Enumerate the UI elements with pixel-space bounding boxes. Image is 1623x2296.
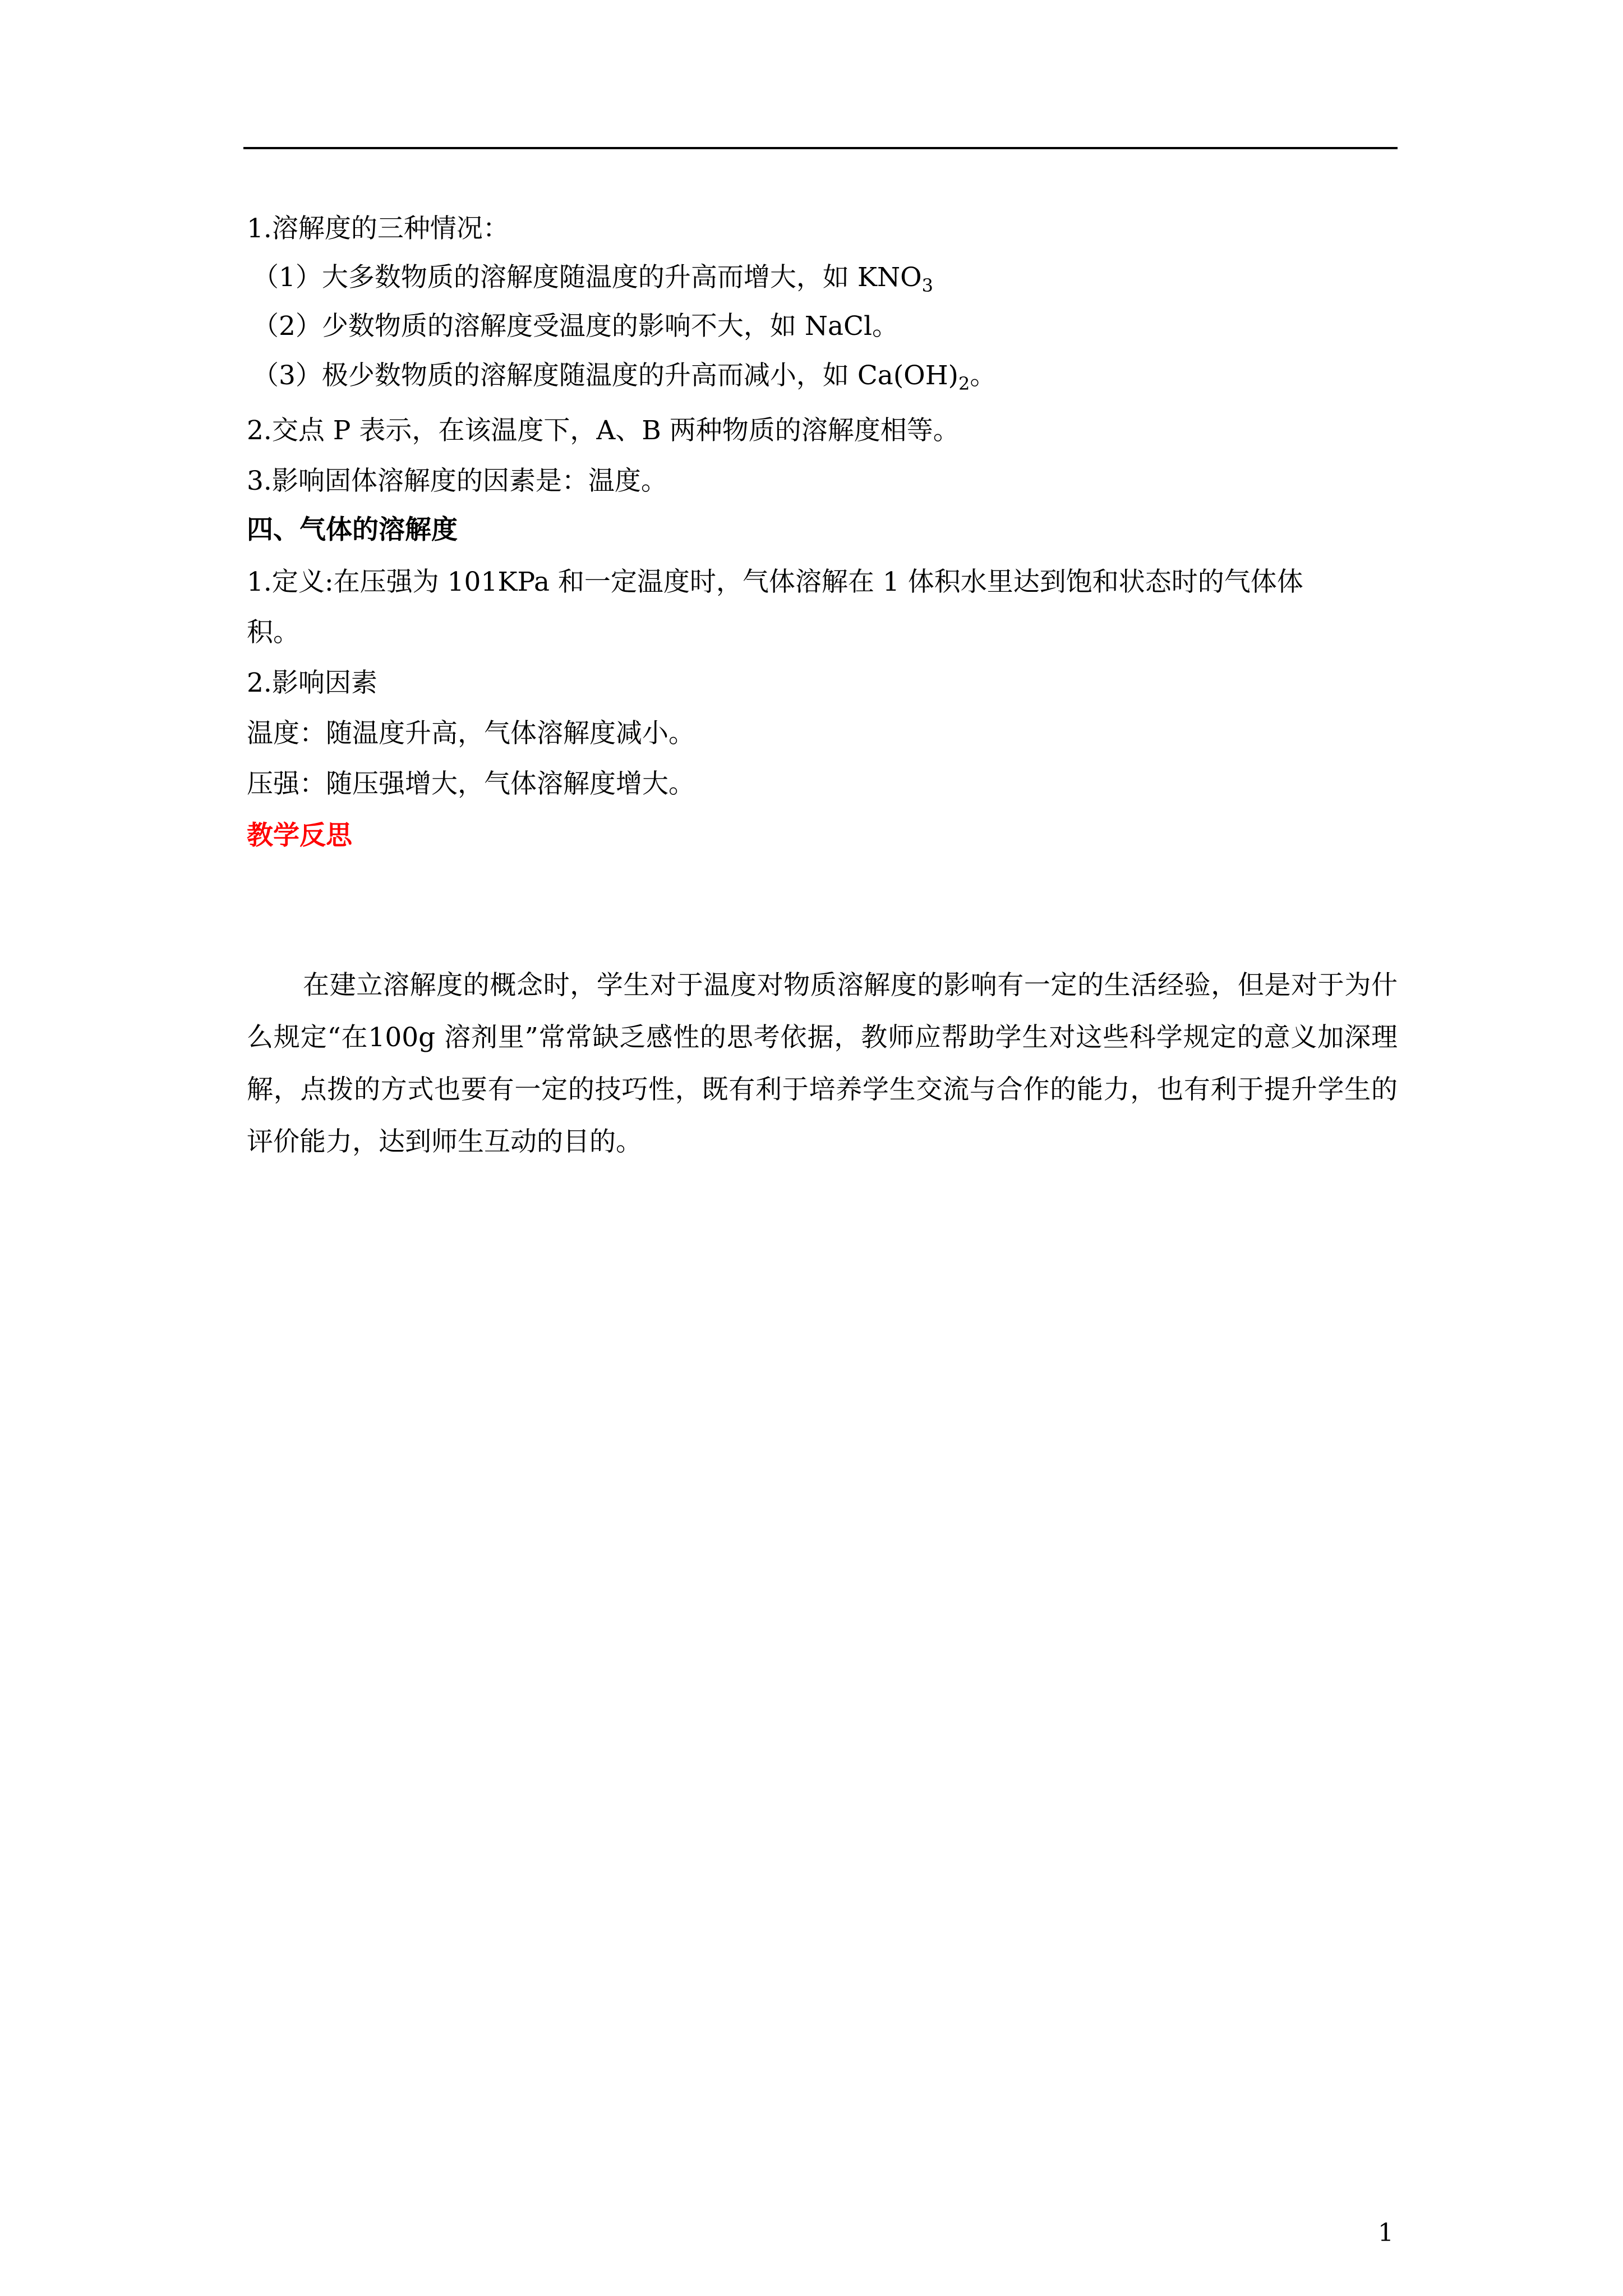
case-1-text: （1）大多数物质的溶解度随温度的升高而增大，如 KNO: [252, 262, 922, 293]
case-3-text: （3）极少数物质的溶解度随温度的升高而减小，如 Ca(OH): [252, 360, 959, 391]
intersection-point-note: 2.交点 P 表示，在该温度下，A、B 两种物质的溶解度相等。: [247, 415, 960, 446]
solid-solubility-factor: 3.影响固体溶解度的因素是：温度。: [247, 466, 667, 496]
page-number: 1: [1378, 2219, 1394, 2247]
gas-solubility-heading: 四、气体的溶解度: [247, 514, 458, 545]
definition-line-1: 1.定义:在压强为 101KPa 和一定温度时，气体溶解在 1 体积水里达到饱和状态时的气体体: [247, 567, 1303, 597]
case-1-subscript: 3: [921, 275, 933, 296]
case-3-subscript: 2: [958, 373, 970, 394]
case-1: [252, 261, 933, 295]
teaching-reflection-title: 教学反思: [247, 820, 352, 851]
definition-line-2: 积。: [247, 617, 299, 648]
case-3: [252, 359, 996, 393]
factor-pressure: 压强：随压强增大，气体溶解度增大。: [247, 769, 695, 799]
case-2: （2）少数物质的溶解度受温度的影响不大，如 NaCl。: [252, 311, 898, 342]
factor-temperature: 温度：随温度升高，气体溶解度减小。: [247, 718, 695, 749]
teaching-reflection-paragraph: 在建立溶解度的概念时，学生对于温度对物质溶解度的影响有一定的生活经验，但是对于为什么规定“在100g 溶剂里”常常缺乏感性的思考依据，教师应帮助学生对这些科学规定的意义加深理解，点拨的方式也要有一定的技巧性，既有利于培养学生交流与合作的能力，也有利于提升学生的评价能力，达到师生互动的目的。: [247, 970, 1398, 1157]
header-rule: [243, 147, 1398, 149]
solubility-cases-title: 1.溶解度的三种情况：: [247, 213, 509, 244]
case-3-end: 。: [970, 360, 997, 391]
factors-title: 2.影响因素: [247, 668, 377, 698]
